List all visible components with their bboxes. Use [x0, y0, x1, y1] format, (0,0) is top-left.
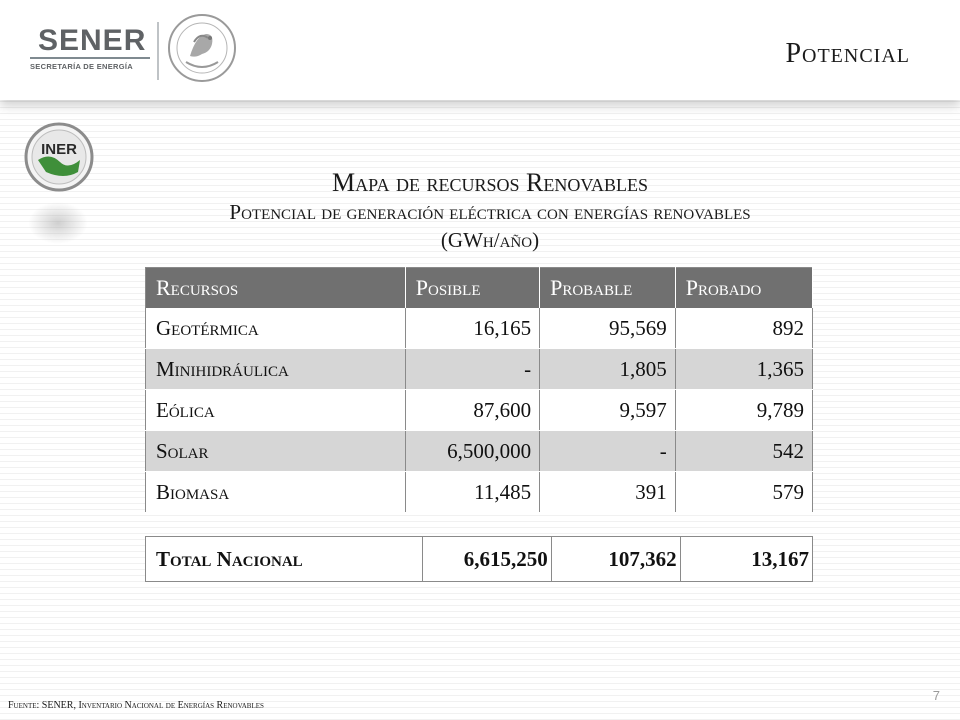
- header-bar: [0, 0, 960, 100]
- total-row: [146, 537, 813, 582]
- table-row: [146, 390, 813, 431]
- table-row: [146, 349, 813, 390]
- header-probado: Probado: [675, 268, 812, 309]
- cell-recurso: Geotérmica: [146, 308, 406, 349]
- total-posible: 6,615,250: [423, 537, 552, 582]
- slide-subtitle: Potencial de generación eléctrica con energías renovables: [229, 200, 751, 224]
- cell-probable: -: [540, 431, 676, 472]
- total-probable: 107,362: [551, 537, 680, 582]
- total-probado: 13,167: [680, 537, 812, 582]
- cell-recurso: Eólica: [146, 390, 406, 431]
- slide-title: Mapa de recursos Renovables: [331, 168, 649, 197]
- cell-posible: 87,600: [405, 390, 539, 431]
- cell-posible: -: [405, 349, 539, 390]
- cell-probable: 391: [540, 472, 676, 513]
- cell-recurso: Biomasa: [146, 472, 406, 513]
- total-label: Total Nacional: [146, 537, 423, 582]
- cell-posible: 16,165: [405, 308, 539, 349]
- cell-probable: 1,805: [540, 349, 676, 390]
- cell-posible: 6,500,000: [405, 431, 539, 472]
- iner-logo-text: INER: [41, 141, 77, 158]
- page-title: Potencial: [785, 38, 910, 69]
- header-posible: Posible: [405, 268, 539, 309]
- cell-recurso: Minihidráulica: [146, 349, 406, 390]
- cell-probado: 542: [675, 431, 812, 472]
- table-header-row: [146, 268, 813, 309]
- cell-probado: 892: [675, 308, 812, 349]
- sener-logo: [22, 20, 152, 80]
- cell-recurso: Solar: [146, 431, 406, 472]
- sener-logo-subtitle: SECRETARÍA DE ENERGÍA: [30, 62, 133, 71]
- cell-posible: 11,485: [405, 472, 539, 513]
- cell-probable: 9,597: [540, 390, 676, 431]
- source-note: Fuente: SENER, Inventario Nacional de Energías Renovables: [8, 700, 264, 711]
- cell-probado: 9,789: [675, 390, 812, 431]
- page-number: 7: [932, 688, 940, 703]
- table-row: [146, 308, 813, 349]
- cell-probado: 1,365: [675, 349, 812, 390]
- cell-probado: 579: [675, 472, 812, 513]
- iner-logo-icon: [24, 122, 94, 192]
- resources-table: [145, 267, 813, 513]
- header-probable: Probable: [540, 268, 676, 309]
- mexico-coat-of-arms-icon: [166, 12, 238, 84]
- total-table: [145, 536, 813, 582]
- table-row: [146, 431, 813, 472]
- sener-logo-text: SENER: [38, 24, 147, 57]
- table-row: [146, 472, 813, 513]
- header-recursos: Recursos: [146, 268, 406, 309]
- cell-probable: 95,569: [540, 308, 676, 349]
- logo-divider: [157, 22, 159, 80]
- sener-logo-rule: [30, 57, 150, 59]
- iner-logo-shadow: [28, 202, 88, 244]
- units-label: (GWh/año): [440, 228, 540, 252]
